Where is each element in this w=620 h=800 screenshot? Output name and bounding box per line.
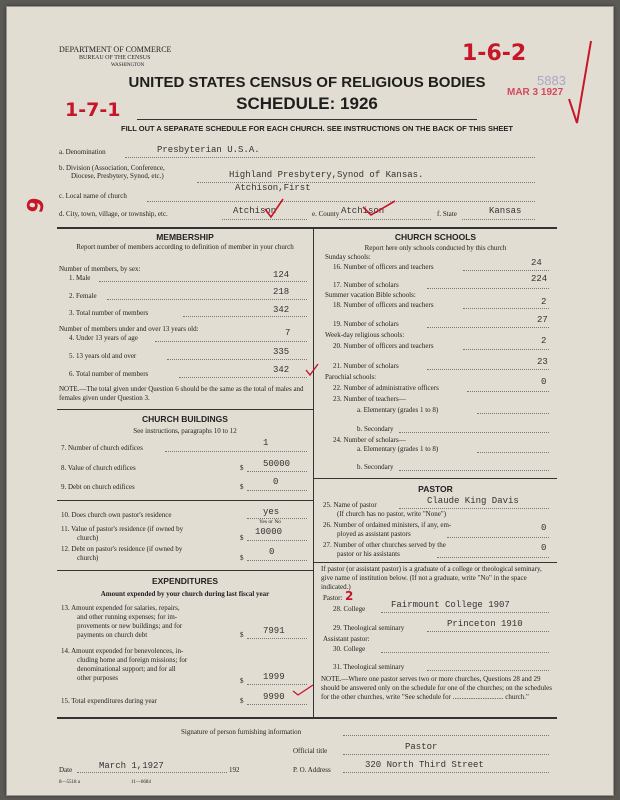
q3-line xyxy=(183,316,307,317)
division-label-1: b. Division (Association, Conference, xyxy=(59,164,165,172)
q10-value[interactable]: yes xyxy=(263,507,280,517)
q14-line-3: denominational support; and for all xyxy=(77,665,176,673)
date-year-suffix: 192 xyxy=(229,766,240,774)
q17-label: 17. Number of scholars xyxy=(333,281,399,289)
q18-value[interactable]: 2 xyxy=(541,297,547,307)
signature-label: Signature of person furnishing information xyxy=(181,728,302,736)
q30-label: 30. College xyxy=(333,645,366,653)
q7-line xyxy=(165,451,307,452)
state-line xyxy=(462,219,535,220)
q5-value[interactable]: 335 xyxy=(273,347,290,357)
county-label: e. County xyxy=(312,210,340,218)
q19-line xyxy=(427,327,549,328)
q16-value[interactable]: 24 xyxy=(531,258,542,268)
graduation-note: If pastor (or assistant pastor) is a graduate of a college or theological seminary, give name of institution below. (If not a graduate, write "No" in the space indicated.) xyxy=(321,565,542,591)
q11-line xyxy=(247,540,307,541)
pastor-label: Pastor: xyxy=(323,594,343,602)
schools-title: CHURCH SCHOOLS xyxy=(394,232,477,242)
q27-value[interactable]: 0 xyxy=(541,543,547,553)
q2-label: 2. Female xyxy=(69,292,97,300)
denomination-label: a. Denomination xyxy=(59,148,106,156)
q25-line xyxy=(399,508,549,509)
q23a-line xyxy=(477,413,549,414)
q18-label: 18. Number of officers and teachers xyxy=(333,301,434,309)
handwritten-code-top-right: 1-6-2 xyxy=(462,41,527,66)
q1-value[interactable]: 124 xyxy=(273,270,290,280)
q13-value[interactable]: 7991 xyxy=(263,626,285,636)
parochial-label: Parochial schools: xyxy=(325,373,377,381)
q23a-label: a. Elementary (grades 1 to 8) xyxy=(357,406,439,414)
form-number: 8—5518 a xyxy=(59,780,80,785)
q23b-label: b. Secondary xyxy=(357,425,394,433)
received-date-stamp: MAR 3 1927 xyxy=(507,87,564,98)
schools-bottom-rule xyxy=(313,478,557,479)
q20-line xyxy=(463,349,549,350)
dollar-sign: $ xyxy=(240,631,244,639)
q12-value[interactable]: 0 xyxy=(269,547,275,557)
q12-line xyxy=(247,560,307,561)
q14-line-1: 14. Amount expended for benevolences, in- xyxy=(61,647,184,655)
q30-line xyxy=(381,652,549,653)
q15-label: 15. Total expenditures during year xyxy=(61,697,157,705)
stamp-number: 5883 xyxy=(537,73,566,88)
q20-label: 20. Number of officers and teachers xyxy=(333,342,434,350)
schedule-title: SCHEDULE: 1926 xyxy=(236,94,378,113)
q27-line xyxy=(437,557,549,558)
q3-value[interactable]: 342 xyxy=(273,305,290,315)
q3-label: 3. Total number of members xyxy=(69,309,149,317)
q25-value[interactable]: Claude King Davis xyxy=(427,496,519,506)
q24b-label: b. Secondary xyxy=(357,463,394,471)
handwritten-code-top-left: 1-7-1 xyxy=(65,99,121,121)
state-label: f. State xyxy=(437,210,457,218)
check-mark-icon xyxy=(305,363,319,377)
check-mark-icon xyxy=(291,683,315,697)
q8-value[interactable]: 50000 xyxy=(263,459,291,469)
q9-rule xyxy=(57,500,313,501)
q4-line xyxy=(155,341,307,342)
city-label-field: d. City, town, village, or township, etc. xyxy=(59,210,168,218)
q4-label: 4. Under 13 years of age xyxy=(69,334,138,342)
state-value[interactable]: Kansas xyxy=(489,206,522,216)
dollar-sign: $ xyxy=(240,554,244,562)
q7-value[interactable]: 1 xyxy=(263,438,269,448)
grid-bottom-rule xyxy=(57,717,557,719)
q16-label: 16. Number of officers and teachers xyxy=(333,263,434,271)
census-schedule-page xyxy=(6,6,614,796)
q2-line xyxy=(107,299,307,300)
q29-label: 29. Theological seminary xyxy=(333,624,405,632)
q13-line-1: 13. Amount expended for salaries, repairs, xyxy=(61,604,180,612)
q28-label: 28. College xyxy=(333,605,366,613)
form-number-2: 11—6684 xyxy=(131,780,151,785)
q31-line xyxy=(427,670,549,671)
membership-bottom-rule xyxy=(57,409,313,410)
q10-hint: Yes or No xyxy=(259,519,282,525)
q26-label-1: 26. Number of ordained ministers, if any, em- xyxy=(323,521,452,529)
membership-note: NOTE.—The total given under Question 6 should be the same as the total of males and females given under Question 3. xyxy=(59,385,304,402)
division-label-2: Diocese, Presbytery, Synod, etc.) xyxy=(71,172,164,180)
q21-label: 21. Number of scholars xyxy=(333,362,399,370)
buildings-title: CHURCH BUILDINGS xyxy=(142,414,228,424)
denomination-value[interactable]: Presbyterian U.S.A. xyxy=(157,145,260,155)
q8-label: 8. Value of church edifices xyxy=(61,464,136,472)
po-address-line xyxy=(343,772,549,773)
instruction-line: FILL OUT A SEPARATE SCHEDULE FOR EACH CHURCH. SEE INSTRUCTIONS ON THE BACK OF THIS SHEET xyxy=(121,124,513,133)
membership-intro: Report number of members according to definition of member in your church xyxy=(76,243,294,251)
q25-label: 25. Name of pastor xyxy=(323,501,377,509)
q27-label-2: pastor or his assistants xyxy=(337,550,400,558)
q13-line-2: and other running expenses; for im- xyxy=(77,613,178,621)
q29-value[interactable]: Princeton 1910 xyxy=(447,619,523,629)
date-line xyxy=(77,772,227,773)
grid-top-rule xyxy=(57,227,557,229)
q21-line xyxy=(427,369,549,370)
q4-value[interactable]: 7 xyxy=(285,328,291,338)
q27-label-1: 27. Number of other churches served by the xyxy=(323,541,446,549)
local-name-label: c. Local name of church xyxy=(59,192,127,200)
q9-value[interactable]: 0 xyxy=(273,477,279,487)
q26-label-2: ployed as assistant pastors xyxy=(337,530,411,538)
buildings-bottom-rule xyxy=(57,570,313,571)
q12-label-1: 12. Debt on pastor's residence (if owned by xyxy=(61,545,183,553)
q24-label: 24. Number of scholars— xyxy=(333,436,406,444)
q22-line xyxy=(467,391,549,392)
handwritten-margin-mark: 9 xyxy=(23,195,51,216)
q17-line xyxy=(427,288,549,289)
schools-intro: Report here only schools conducted by this church xyxy=(364,244,507,252)
signature-line xyxy=(343,735,549,736)
official-title-line xyxy=(343,754,549,755)
q5-label: 5. 13 years old and over xyxy=(69,352,137,360)
q19-label: 19. Number of scholars xyxy=(333,320,399,328)
buildings-subtitle: See instructions, paragraphs 10 to 12 xyxy=(133,427,237,435)
q20-value[interactable]: 2 xyxy=(541,336,547,346)
title-rule xyxy=(137,119,477,120)
q23b-line xyxy=(399,432,549,433)
form-title: UNITED STATES CENSUS OF RELIGIOUS BODIES xyxy=(128,74,486,91)
q9-line xyxy=(247,490,307,491)
q16-line xyxy=(463,270,549,271)
summer-label: Summer vacation Bible schools: xyxy=(325,291,416,299)
age-intro-label: Number of members under and over 13 years old: xyxy=(59,325,199,333)
q6-label: 6. Total number of members xyxy=(69,370,149,378)
membership-title: MEMBERSHIP xyxy=(156,232,214,242)
q29-line xyxy=(427,631,549,632)
po-address-value[interactable]: 320 North Third Street xyxy=(365,760,484,770)
q15-value[interactable]: 9990 xyxy=(263,692,285,702)
department-label: DEPARTMENT OF COMMERCE xyxy=(59,45,172,54)
sunday-label: Sunday schools: xyxy=(325,253,371,261)
q24a-line xyxy=(477,452,549,453)
q23-label: 23. Number of teachers— xyxy=(333,395,406,403)
q1-line xyxy=(99,281,307,282)
q19-value[interactable]: 27 xyxy=(537,315,548,325)
expenditures-title: EXPENDITURES xyxy=(151,576,219,586)
q14-value[interactable]: 1999 xyxy=(263,672,285,682)
city-line xyxy=(222,219,307,220)
q8-line xyxy=(247,471,307,472)
dollar-sign: $ xyxy=(240,464,244,472)
q6-value[interactable]: 342 xyxy=(273,365,290,375)
dollar-sign: $ xyxy=(240,697,244,705)
weekday-label: Week-day religious schools: xyxy=(325,331,405,339)
pastor-note: NOTE.—Where one pastor serves two or more churches, Questions 28 and 29 should be answered only on the schedule for one of the churches; on the schedules for the other churches, write "See schedule for ............................. church." xyxy=(321,675,552,701)
handwritten-pastor-mark: 2 xyxy=(345,589,354,603)
by-sex-label: Number of members, by sex: xyxy=(59,265,141,273)
q7-label: 7. Number of church edifices xyxy=(61,444,143,452)
dollar-sign: $ xyxy=(240,483,244,491)
q28-line xyxy=(381,612,549,613)
date-label: Date xyxy=(59,766,73,774)
grid-center-rule xyxy=(313,227,314,717)
denomination-line xyxy=(125,157,535,158)
q24b-line xyxy=(399,470,549,471)
q26-line xyxy=(447,537,549,538)
q12-label-2: church) xyxy=(77,554,99,562)
check-mark-icon xyxy=(567,37,593,127)
q15-line xyxy=(247,704,307,705)
q22-value[interactable]: 0 xyxy=(541,377,547,387)
q11-label-2: church) xyxy=(77,534,99,542)
q1-label: 1. Male xyxy=(69,274,91,282)
official-title-value[interactable]: Pastor xyxy=(405,742,438,752)
q24a-label: a. Elementary (grades 1 to 8) xyxy=(357,445,439,453)
q25-hint: (If church has no pastor, write "None") xyxy=(337,510,447,518)
q13-line xyxy=(247,638,307,639)
q11-value[interactable]: 10000 xyxy=(255,527,283,537)
q10-label: 10. Does church own pastor's residence xyxy=(61,511,172,519)
expenditures-subtitle: Amount expended by your church during last fiscal year xyxy=(100,590,270,598)
county-line xyxy=(339,219,431,220)
q21-value[interactable]: 23 xyxy=(537,357,548,367)
q26-value[interactable]: 0 xyxy=(541,523,547,533)
division-value[interactable]: Highland Presbytery,Synod of Kansas. xyxy=(229,170,424,180)
po-address-label: P. O. Address xyxy=(293,766,331,774)
dollar-sign: $ xyxy=(240,534,244,542)
q22-label: 22. Number of administrative officers xyxy=(333,384,439,392)
dollar-sign: $ xyxy=(240,677,244,685)
q14-line-2: cluding home and foreign missions; for xyxy=(77,656,188,664)
official-title-label: Official title xyxy=(293,747,328,755)
q31-label: 31. Theological seminary xyxy=(333,663,405,671)
q13-line-3: provements or new buildings; and for xyxy=(77,622,183,630)
assistant-pastor-label: Assistant pastor: xyxy=(323,635,370,643)
q18-line xyxy=(463,308,549,309)
local-name-value[interactable]: Atchison,First xyxy=(235,183,311,193)
bureau-label: BUREAU OF THE CENSUS xyxy=(79,55,151,61)
city-label: WASHINGTON xyxy=(111,63,145,68)
check-mark-icon xyxy=(263,197,403,219)
q14-line-4: other purposes xyxy=(77,674,119,682)
q2-value[interactable]: 218 xyxy=(273,287,290,297)
county-value[interactable]: Atchison xyxy=(341,206,385,216)
q27-rule xyxy=(313,562,557,563)
q6-line xyxy=(179,377,307,378)
q17-value[interactable]: 224 xyxy=(531,274,548,284)
city-value[interactable]: Atchison xyxy=(233,206,277,216)
q11-label-1: 11. Value of pastor's residence (if owned by xyxy=(61,525,184,533)
pastor-title: PASTOR xyxy=(418,484,453,494)
q13-line-4: payments on church debt xyxy=(77,631,148,639)
q5-line xyxy=(167,359,307,360)
q9-label: 9. Debt on church edifices xyxy=(61,483,135,491)
q28-value[interactable]: Fairmount College 1907 xyxy=(391,600,510,610)
date-value[interactable]: March 1,1927 xyxy=(99,761,164,771)
